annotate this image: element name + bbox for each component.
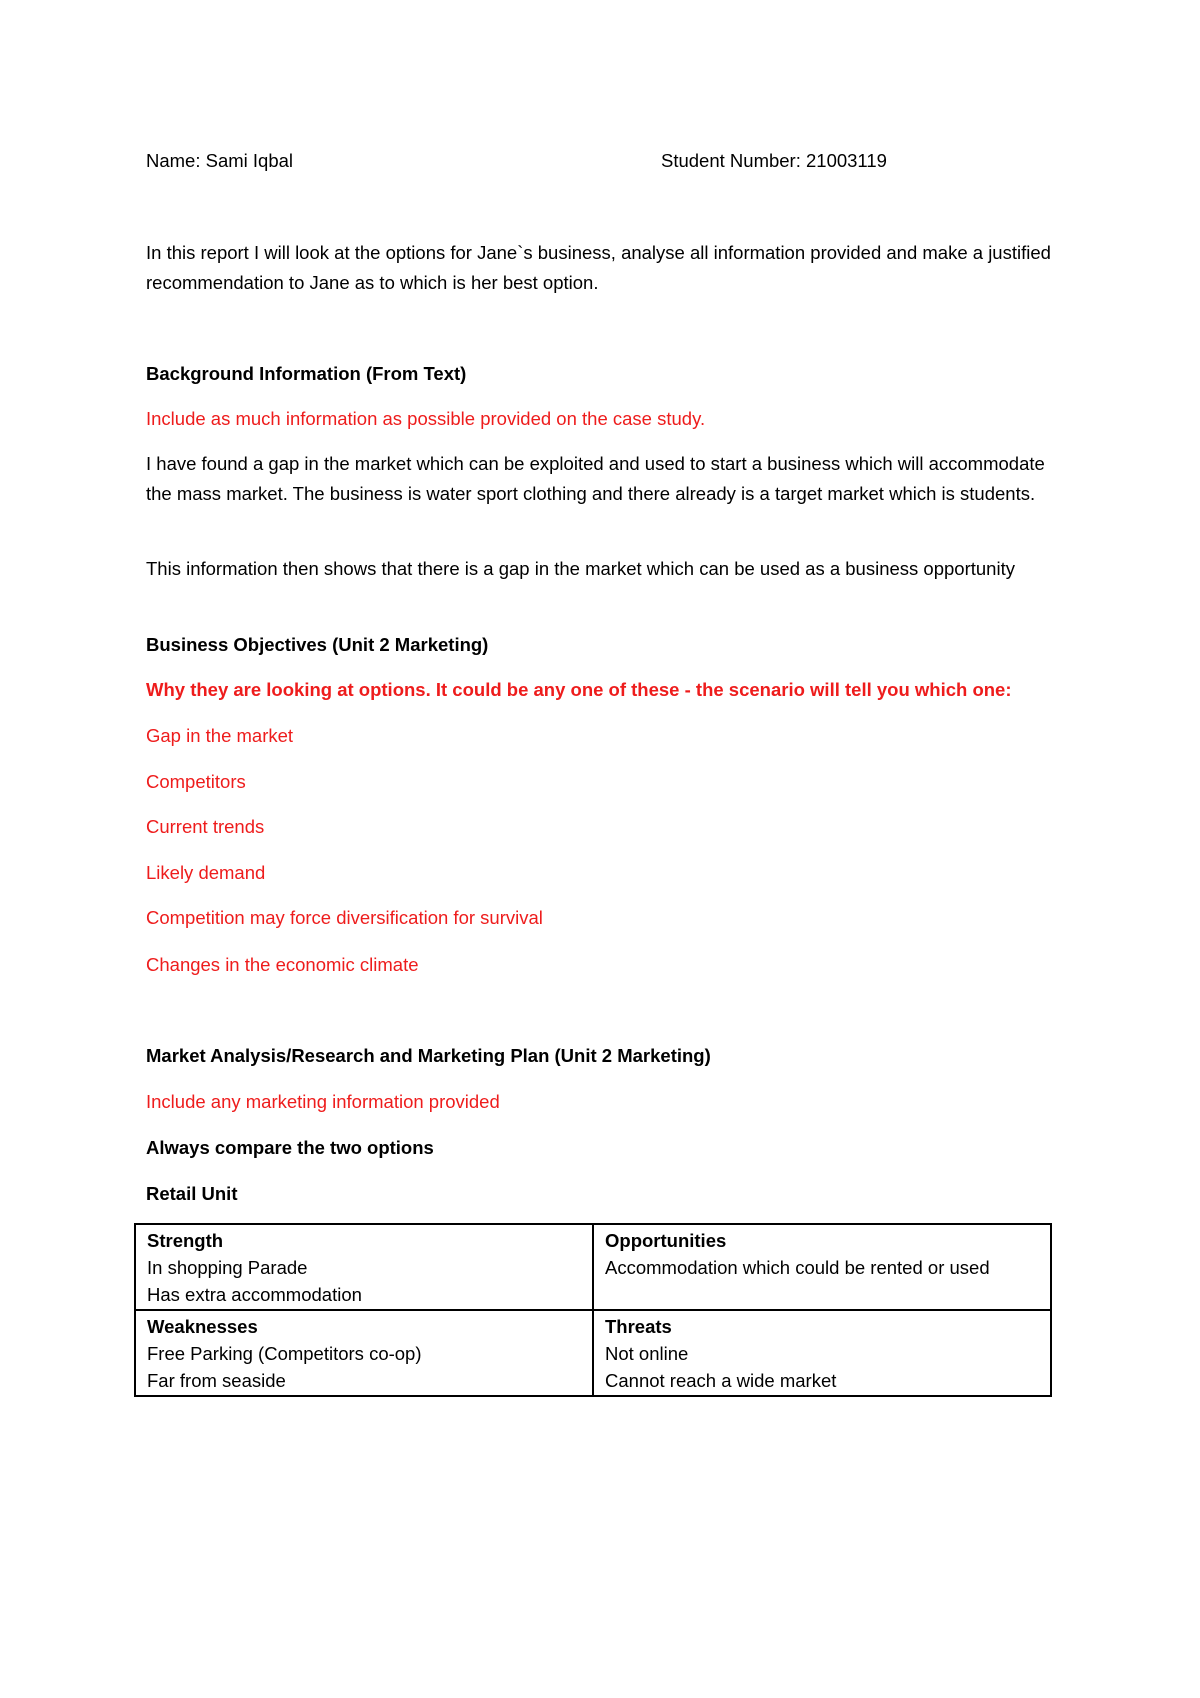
threats-title: Threats [605, 1316, 672, 1337]
strength-item: Has extra accommodation [147, 1284, 362, 1305]
compare-note: Always compare the two options [146, 1137, 434, 1158]
retail-unit-heading: Retail Unit [146, 1183, 238, 1204]
swot-opportunities-cell [593, 1224, 1051, 1310]
weaknesses-title: Weaknesses [147, 1316, 258, 1337]
intro-paragraph: In this report I will look at the options for Jane`s business, analyse all information provided and make a justified recommendation to Jane as to which is her best option. [146, 242, 1051, 293]
market-heading: Market Analysis/Research and Marketing Plan (Unit 2 Marketing) [146, 1045, 711, 1066]
weakness-item: Far from seaside [147, 1370, 286, 1391]
objective-item: Gap in the market [146, 725, 294, 746]
student-number: Student Number: 21003119 [661, 150, 887, 171]
background-instruction: Include as much information as possible provided on the case study. [146, 408, 706, 429]
opportunities-title: Opportunities [605, 1230, 727, 1251]
strength-title: Strength [147, 1230, 224, 1251]
weakness-item: Free Parking (Competitors co-op) [147, 1343, 422, 1364]
threat-item: Cannot reach a wide market [605, 1370, 837, 1391]
swot-strength-cell [135, 1224, 593, 1310]
objectives-heading: Business Objectives (Unit 2 Marketing) [146, 634, 489, 655]
student-name: Name: Sami Iqbal [146, 150, 294, 171]
background-paragraph-2: This information then shows that there is a gap in the market which can be used as a business opportunity [146, 558, 1015, 579]
swot-weaknesses-cell [135, 1310, 593, 1396]
background-paragraph-1: I have found a gap in the market which can be exploited and used to start a business which will accommodate the mass market. The business is water sport clothing and there already is a target market which is students. [146, 453, 1045, 504]
opportunity-item: Accommodation which could be rented or used [605, 1257, 990, 1278]
swot-row [135, 1224, 1051, 1310]
swot-threats-cell [593, 1310, 1051, 1396]
objectives-instruction: Why they are looking at options. It could be any one of these - the scenario will tell you which one: [146, 679, 1012, 700]
objective-item: Changes in the economic climate [146, 954, 419, 975]
market-instruction: Include any marketing information provided [146, 1091, 500, 1112]
objective-item: Competitors [146, 771, 246, 792]
threat-item: Not online [605, 1343, 689, 1364]
swot-row [135, 1310, 1051, 1396]
background-heading: Background Information (From Text) [146, 363, 467, 384]
objective-item: Current trends [146, 816, 265, 837]
objective-item: Competition may force diversification for survival [146, 907, 543, 928]
objective-item: Likely demand [146, 862, 266, 883]
swot-table [134, 1223, 1052, 1397]
strength-item: In shopping Parade [147, 1257, 308, 1278]
